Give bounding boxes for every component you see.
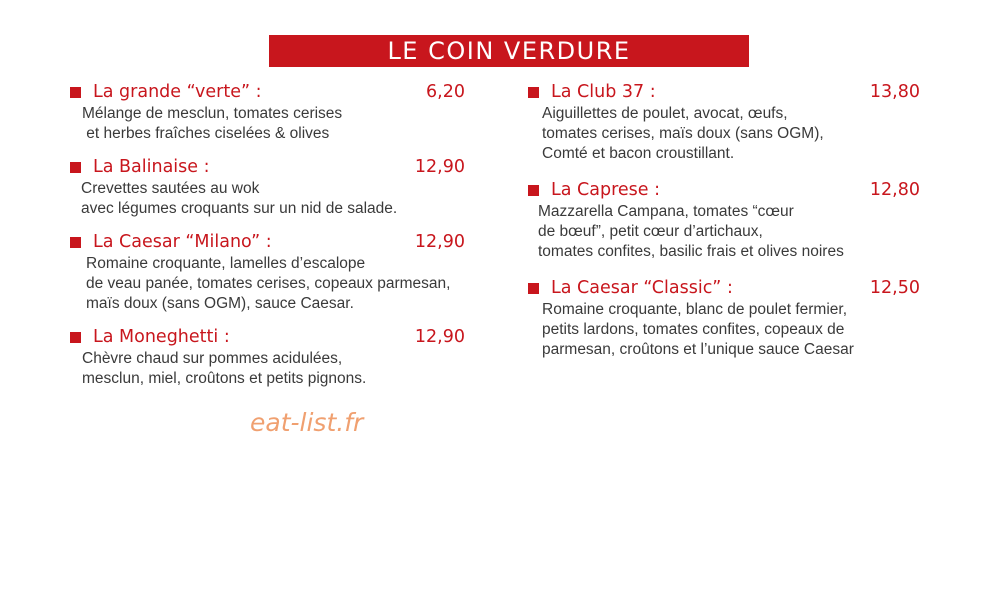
description-line: Mazzarella Campana, tomates “cœur — [538, 203, 794, 220]
menu-column-right — [528, 80, 920, 374]
menu-item-description — [70, 104, 465, 144]
menu-item-description — [528, 202, 920, 262]
description-line: Romaine croquante, blanc de poulet fermier, — [542, 301, 848, 318]
description-line: et herbes fraîches ciselées & olives — [82, 125, 330, 142]
section-title: LE COIN VERDURE — [387, 37, 631, 65]
menu-item-name: La Club 37 : — [551, 82, 656, 102]
description-line: Comté et bacon croustillant. — [542, 145, 735, 162]
square-bullet-icon — [528, 87, 539, 98]
square-bullet-icon — [528, 185, 539, 196]
menu-item-name: La Caprese : — [551, 180, 661, 200]
menu-item-name: La Caesar “Classic” : — [551, 278, 733, 298]
description-line: mesclun, miel, croûtons et petits pignons. — [82, 370, 367, 387]
menu-item — [528, 178, 920, 262]
description-line: Mélange de mesclun, tomates cerises — [82, 105, 343, 122]
menu-column-left — [70, 80, 465, 400]
menu-item-title-group — [70, 157, 210, 177]
menu-item-price: 12,90 — [414, 157, 465, 177]
menu-item — [528, 276, 920, 360]
menu-item-price: 12,80 — [869, 180, 920, 200]
menu-item-title-group — [70, 232, 272, 252]
menu-item-title-group — [70, 82, 262, 102]
menu-item-price: 12,90 — [414, 327, 465, 347]
menu-item — [70, 80, 465, 144]
description-line: tomates cerises, maïs doux (sans OGM), — [542, 125, 824, 142]
description-line: de veau panée, tomates cerises, copeaux parmesan, — [86, 275, 451, 292]
description-line: maïs doux (sans OGM), sauce Caesar. — [86, 295, 354, 312]
menu-item-title-group — [70, 327, 230, 347]
menu-item-header — [528, 80, 920, 104]
watermark-text: eat-list.fr — [250, 408, 364, 437]
menu-item-price: 12,50 — [869, 278, 920, 298]
menu-item-title-group — [528, 180, 660, 200]
menu-item-description — [70, 179, 465, 219]
description-line: Aiguillettes de poulet, avocat, œufs, — [542, 105, 788, 122]
menu-item-header — [70, 155, 465, 179]
menu-item-header — [528, 178, 920, 202]
description-line: Crevettes sautées au wok — [81, 180, 260, 197]
menu-item — [70, 230, 465, 314]
square-bullet-icon — [528, 283, 539, 294]
square-bullet-icon — [70, 87, 81, 98]
menu-item-description — [70, 349, 465, 389]
description-line: petits lardons, tomates confites, copeaux de — [542, 321, 845, 338]
menu-item — [70, 155, 465, 219]
menu-item-header — [528, 276, 920, 300]
description-line: Chèvre chaud sur pommes acidulées, — [82, 350, 343, 367]
description-line: Romaine croquante, lamelles d’escalope — [86, 255, 366, 272]
menu-item-description — [70, 254, 465, 314]
menu-item-price: 13,80 — [869, 82, 920, 102]
description-line: de bœuf”, petit cœur d’artichaux, — [538, 223, 763, 240]
menu-item-title-group — [528, 82, 656, 102]
menu-item-name: La Moneghetti : — [93, 327, 230, 347]
menu-item-header — [70, 325, 465, 349]
menu-item-header — [70, 80, 465, 104]
menu-item-price: 12,90 — [414, 232, 465, 252]
description-line: avec légumes croquants sur un nid de salade. — [81, 200, 398, 217]
menu-item-name: La grande “verte” : — [93, 82, 262, 102]
menu-item-description — [528, 300, 920, 360]
square-bullet-icon — [70, 162, 81, 173]
menu-item-name: La Balinaise : — [93, 157, 210, 177]
square-bullet-icon — [70, 332, 81, 343]
menu-item-name: La Caesar “Milano” : — [93, 232, 272, 252]
menu-item — [70, 325, 465, 389]
menu-item-price: 6,20 — [426, 82, 465, 102]
menu-item — [528, 80, 920, 164]
menu-item-header — [70, 230, 465, 254]
description-line: tomates confites, basilic frais et olives noires — [538, 243, 844, 260]
menu-item-description — [528, 104, 920, 164]
section-title-banner — [269, 35, 749, 67]
menu-item-title-group — [528, 278, 733, 298]
description-line: parmesan, croûtons et l’unique sauce Caesar — [542, 341, 854, 358]
square-bullet-icon — [70, 237, 81, 248]
